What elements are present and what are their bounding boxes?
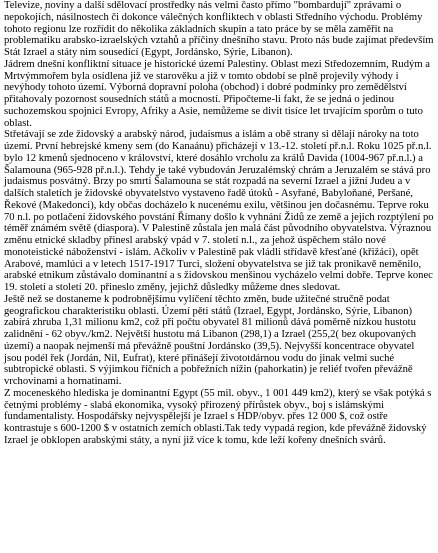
paragraph-power-economy: Z moceneského hlediska je dominantní Egypt (55 mil. obyv., 1 001 449 km2), který se však potýká s četnými problémy - slabá ekonomika, vysoký přirozený přírůstek obyv., boj s islámskými fundamentalisty. Hospodářsky nejvyspělejší je Izrael s HDP/obyv. přes 12 000 $, což ostře kontrastuje s 600-1200 $ v ostatních zemích oblasti.Tak tedy vypadá region, kde převážně židovský Izrael je obklopen arabskými státy, a nyní již více k tomu, kde leží kořeny dnešních svárů. — [4, 387, 432, 446]
paragraph-history: Střetávají se zde židovský a arabský národ, judaismus a islám a obě strany si dělají nároky na toto území. První hebrejské kmeny sem (do Kanaánu) přicházejí v 13.-12. století př.n.l. Roku 1025 př.n.l. bylo 12 kmenů sjednoceno v království, které dosáhlo vrcholu za králů Davida (1004-967 př.n.l.) a Šalamouna (965-928 př.n.l.). Tehdy je také vybudován Jeruzalémský chrám a Jeruzalém se stává pro judaismus posvátný. Brzy po smrti Šalamouna se stát rozpadá na severní Izrael a jižní Judeu a v dalších staletích je židovské obyvatelstvo vystaveno řadě útoků - Asyřané, Babyloňané, Peršané, Řekové (Makedonci), kdy občas docházelo k nucenému exilu, většinou jen dočasnému. Teprve roku 70 n.l. po potlačení židovského povstání Římany došlo k vyhnání Židů ze země a jejich rozptýlení po téměř známém světě (diaspora). V Palestině zůstala jen malá část původního obyvatelstva. Výraznou změnu etnické skladby přinesl arabský vpád v 7. století n.l., za jehož úspěchem stálo nové monoteistické náboženství - islám. Ačkoliv v Palestině pak vládli střídavě křesťané (křižáci), opět Arabové, mamlúci a v letech 1517-1917 Turci, složení obyvatelstva se již tak pronikavě neměnilo, arabské etnikum zůstávalo dominantní a s židovskou menšinou vycházelo velmi dobře. Teprve konec 19. století a století 20. přineslo změny, jejichž důsledky můžeme dnes sledovat. — [4, 129, 434, 293]
paragraph-palestine-core: Jádrem dnešní konfliktní situace je historické území Palestiny. Oblast mezi Středozemním, Rudým a Mrtvýmmořem byla osídlena již ve starověku a již v tomto období se plně projevily výhody i nevýhody tohoto území. Výborná dopravní poloha (obchod) i dobré podmínky pro zemědělství přitahovaly pozornost sousedních států a mocností. Připočteme-li fakt, že se jedná o jedinou suchozemskou spojnici Evropy, Afriky a Asie, nemůžeme se divit tisíce let trvajícím sporům o tuto oblast. — [4, 58, 430, 129]
paragraph-intro: Televize, ̦noviny a další sdělovací prostředky nás velmi často přímo "bombardují" zprávami o nepokojích, násilnostech či dokonce válečných konfliktech v oblasti Středního východu. Problémy tohoto regionu lze rozřídit do několika základních skupin a tato práce by se měla zaměřit na problematiku arabsko-izraelských vztahů a příčiny dnešního stavu. Proto nás bude zajímat především Stát Izrael a státy nim sousedící (Egypt, Jordánsko, Sýrie, Libanon). — [4, 0, 434, 58]
paragraph-geography: Ještě než se dostaneme k podrobnějšímu vylíčení těchto změn, bude užitečné stručně podat geografickou charakteristiku oblasti. Území pěti států (Izrael, Egypt, Jordánsko, Sýrie, Libanon) zabírá zhruba 1,31 milionu km2, což při počtu obyvatel 81 milionů dává poměrně nízkou hustotu zalidnění - 62 obyv./km2. Největší hustotu má Libanon (298,1) a Izrael (255,2( bez okupovaných území) a naopak nejmenší má převážně pouštní Jordánsko (39,5). Nejvyšší koncentrace obyvatel jsou podél řek (Jordán, Nil, Eufrat), které přinášejí živototdárnou vodu do jinak velmi suché subtropické oblasti. S výjimkou říčních a pobřežních nížin (pahorkatin) je reliéf tvořen převážně vrchovinami a hornatinami. — [4, 293, 417, 387]
